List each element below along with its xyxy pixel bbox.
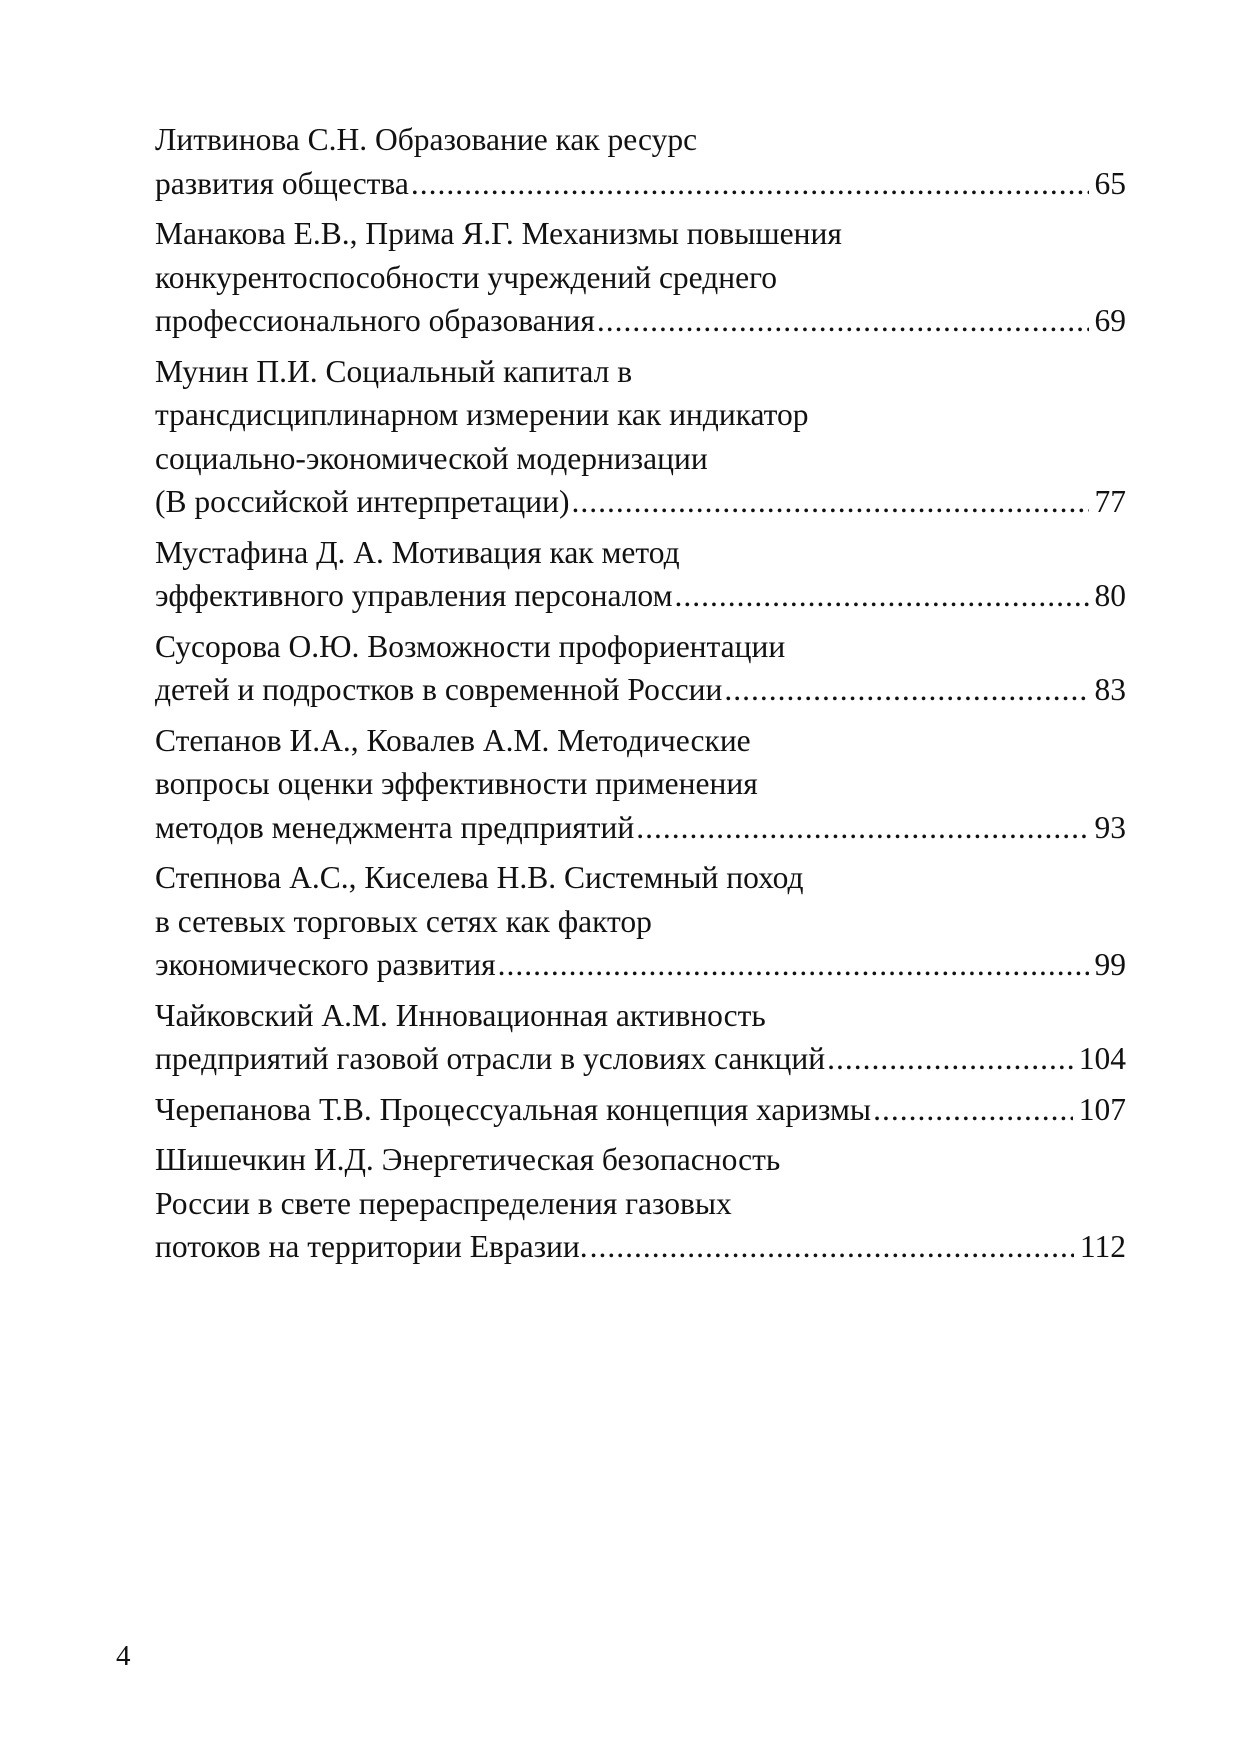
toc-entry-title-line: трансдисциплинарном измерении как индикатор <box>155 397 809 432</box>
toc-entry-title-line: профессионального образования <box>155 303 595 338</box>
toc-entry-last-line <box>155 299 1126 343</box>
toc-entry <box>155 625 1126 712</box>
toc-entry-title-line: Чайковский А.М. Инновационная активность <box>155 997 766 1033</box>
toc-entry-title-line: экономического развития <box>155 947 496 982</box>
toc-entry <box>155 350 1126 524</box>
toc-entry-page-number: 69 <box>1094 303 1126 338</box>
toc-entry <box>155 1088 1126 1132</box>
toc-entry-page-number: 104 <box>1078 1041 1126 1076</box>
toc-entry-last-line <box>155 1088 1126 1132</box>
toc-entry-title-line: Шишечкин И.Д. Энергетическая безопасность <box>155 1142 781 1177</box>
toc-entry-last-line <box>155 806 1126 850</box>
toc-entry-page-number: 77 <box>1094 484 1126 519</box>
toc-entry <box>155 212 1126 343</box>
toc-entry-page-number: 107 <box>1078 1091 1126 1127</box>
toc-entry-title-line: Степнова А.С., Киселева Н.В. Системный поход <box>155 860 804 895</box>
toc-entry-last-line <box>155 943 1126 987</box>
toc-entry-title-line: методов менеджмента предприятий <box>155 809 635 845</box>
toc-entry-page-number: 112 <box>1079 1229 1126 1264</box>
dot-leader <box>590 1225 1074 1269</box>
toc-entry-title-line: в сетевых торговых сетях как фактор <box>155 903 652 939</box>
dot-leader <box>636 806 1088 850</box>
dot-leader <box>675 574 1089 618</box>
toc-entry-page-number: 99 <box>1094 947 1126 982</box>
toc-entry-last-line <box>155 1225 1126 1269</box>
dot-leader <box>827 1037 1073 1081</box>
toc-entry-title-line: детей и подростков в современной России <box>155 672 723 707</box>
toc-entry-page-number: 80 <box>1094 578 1126 613</box>
toc-entry-title-line: Литвинова С.Н. Образование как ресурс <box>155 122 698 157</box>
toc-entry <box>155 719 1126 850</box>
toc-entry-page-number: 65 <box>1094 165 1126 201</box>
toc-entry-title-line: Черепанова Т.В. Процессуальная концепция харизмы <box>155 1091 872 1127</box>
toc-entry-page-number: 83 <box>1094 672 1126 707</box>
toc-entry-title-line: Сусорова О.Ю. Возможности профориентации <box>155 628 786 664</box>
toc-entry-title-line: потоков на территории Евразии. <box>155 1229 588 1264</box>
toc-entry-title-line: эффективного управления персоналом <box>155 578 673 613</box>
page-number: 4 <box>116 1640 131 1672</box>
dot-leader <box>597 299 1089 343</box>
toc-entry-title-line: развития общества <box>155 165 409 201</box>
toc-entry-title-line: социально-экономической модернизации <box>155 440 708 476</box>
toc-entry <box>155 856 1126 987</box>
toc-entry <box>155 1138 1126 1269</box>
toc-entry-title-line: Мунин П.И. Социальный капитал в <box>155 353 633 389</box>
toc-entry <box>155 531 1126 618</box>
toc-entry-last-line <box>155 668 1126 712</box>
toc-entry-last-line <box>155 574 1126 618</box>
dot-leader <box>724 668 1088 712</box>
dot-leader <box>411 162 1089 206</box>
toc-entry-title-line: предприятий газовой отрасли в условиях санкций <box>155 1041 826 1076</box>
dot-leader <box>572 480 1089 524</box>
toc-entry-title-line: Манакова Е.В., Прима Я.Г. Механизмы повышения <box>155 216 842 251</box>
toc-entry-title-line: России в свете перераспределения газовых <box>155 1185 732 1221</box>
table-of-contents <box>155 118 1126 1276</box>
toc-entry <box>155 994 1126 1081</box>
toc-entry-title-line: вопросы оценки эффективности применения <box>155 766 758 801</box>
toc-entry-title-line: Степанов И.А., Ковалев А.М. Методические <box>155 722 751 758</box>
toc-entry-page-number: 93 <box>1094 809 1126 845</box>
toc-entry-title-line: конкурентоспособности учреждений среднего <box>155 259 777 295</box>
toc-entry-last-line <box>155 162 1126 206</box>
dot-leader <box>498 943 1089 987</box>
toc-entry-last-line <box>155 480 1126 524</box>
toc-entry-title-line: (В российской интерпретации) <box>155 484 570 519</box>
toc-entry-last-line <box>155 1037 1126 1081</box>
toc-entry <box>155 118 1126 205</box>
toc-entry-title-line: Мустафина Д. А. Мотивация как метод <box>155 534 680 570</box>
dot-leader <box>873 1088 1073 1132</box>
